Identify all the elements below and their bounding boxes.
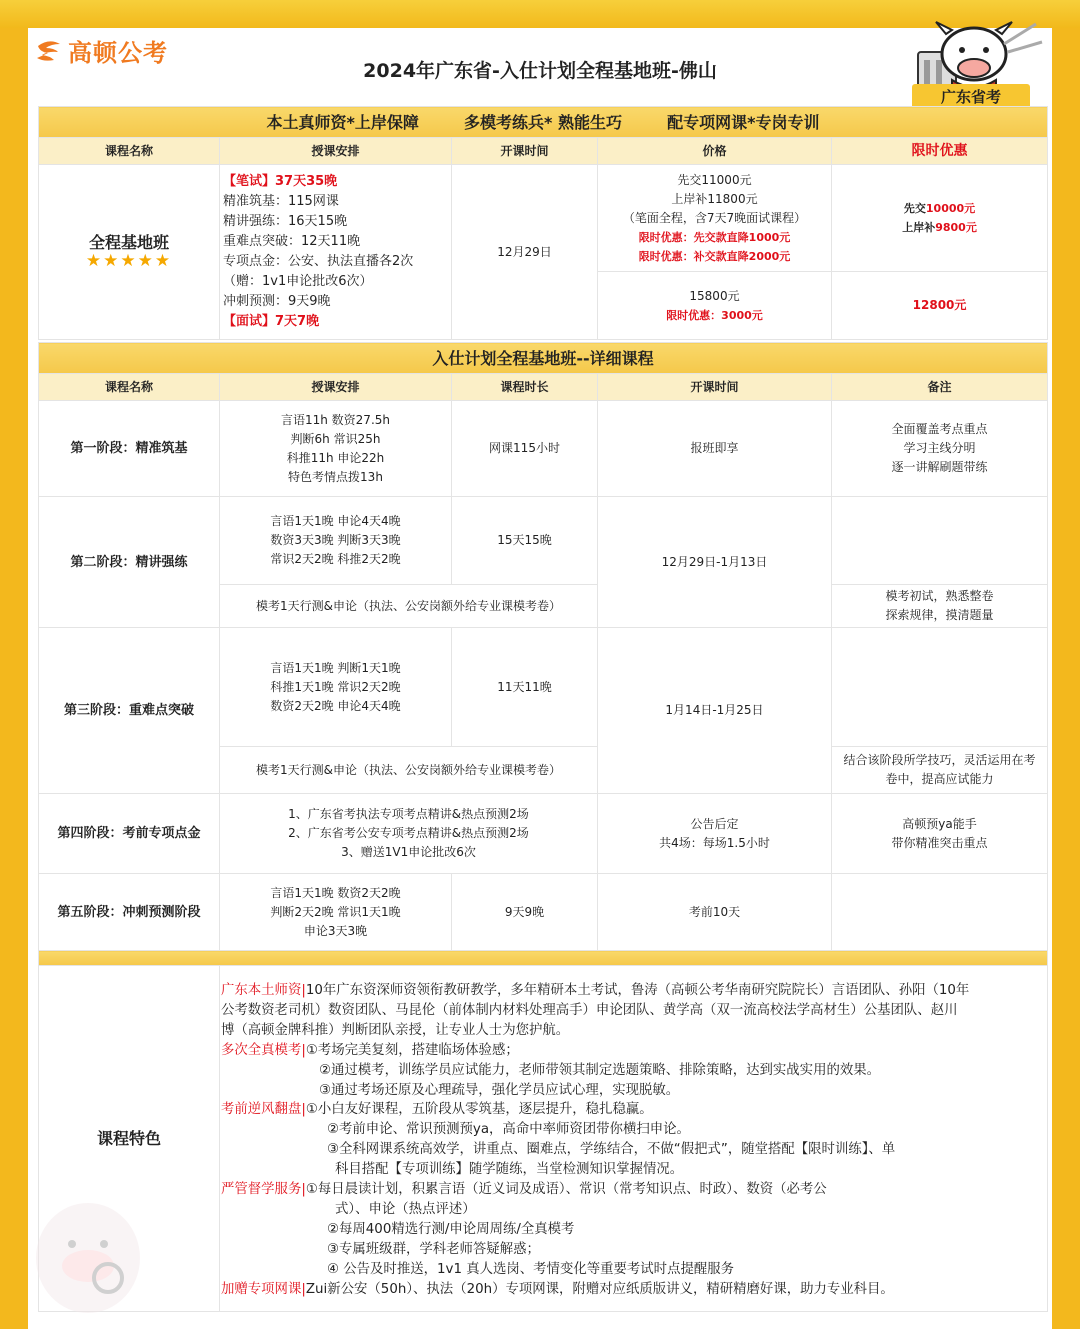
header-price: 价格 bbox=[598, 138, 832, 165]
stage-schedule bbox=[220, 497, 452, 585]
price-line: 上岸补11800元 bbox=[671, 191, 758, 206]
feature-line: 科目搭配【专项训练】随学随练，当堂检测知识掌握情况。 bbox=[335, 1162, 684, 1178]
schedule-line: 3、赠送1V1申论批改6次 bbox=[341, 845, 476, 859]
schedule-line: 言语1天1晚 判断1天1晚 bbox=[270, 660, 401, 675]
start-date: 12月29日 bbox=[452, 165, 598, 340]
discount-value: 9800元 bbox=[935, 221, 977, 235]
discount-label: 上岸补 bbox=[902, 221, 936, 235]
features-text bbox=[221, 981, 1043, 1300]
stage-row bbox=[39, 497, 1048, 585]
schedule-line: 特色考情点拨13h bbox=[288, 469, 383, 484]
price-option-1 bbox=[598, 165, 832, 272]
feature-line: ①小白友好课程，五阶段从零筑基，逐层提升，稳扎稳赢。 bbox=[305, 1102, 653, 1118]
stage-name: 第四阶段：考前专项点金 bbox=[39, 794, 220, 874]
schedule-line: 判断6h 常识25h bbox=[290, 431, 381, 446]
schedule-line: 申论3天3晚 bbox=[303, 923, 368, 938]
stage-notes-empty bbox=[832, 874, 1048, 951]
note-line: 探索规律，摸清题量 bbox=[885, 608, 994, 622]
features-label: 课程特色 bbox=[39, 966, 220, 1312]
schedule-line: 2、广东省考公安专项考点精讲&热点预测2场 bbox=[288, 826, 529, 840]
feature-line: ④ 公告及时推送，1v1 真人选岗、考情变化等重要考试时点提醒服务 bbox=[327, 1261, 735, 1277]
price-promo: 限时优惠：3000元 bbox=[666, 308, 763, 322]
feature-line: ②每周400精选行测/申论周周练/全真模考 bbox=[327, 1221, 575, 1237]
header-schedule: 授课安排 bbox=[220, 374, 452, 401]
stage-name: 第一阶段：精准筑基 bbox=[39, 401, 220, 497]
stage-start bbox=[598, 794, 832, 874]
schedule-line: 精准筑基：115网课 bbox=[223, 194, 339, 209]
note-line: 模考初试，熟悉整卷 bbox=[885, 589, 994, 603]
header-notes: 备注 bbox=[832, 374, 1048, 401]
stage-name: 第五阶段：冲刺预测阶段 bbox=[39, 874, 220, 951]
slogan-1: 本土真师资*上岸保障 bbox=[266, 112, 419, 132]
note-line: 卷中，提高应试能力 bbox=[885, 772, 994, 786]
header-schedule: 授课安排 bbox=[220, 138, 452, 165]
stage-mock: 模考1天行测&申论（执法、公安岗额外给专业课模考卷） bbox=[220, 747, 598, 794]
price-line: 先交11000元 bbox=[677, 172, 752, 187]
price-promo: 限时优惠：补交款直降2000元 bbox=[638, 249, 791, 263]
header-discount: 限时优惠 bbox=[832, 138, 1048, 165]
stage-row bbox=[39, 874, 1048, 951]
mascot-watermark-icon bbox=[28, 1188, 148, 1323]
stage-row bbox=[39, 628, 1048, 747]
schedule-line: （赠：1v1申论批改6次） bbox=[223, 274, 373, 289]
discount-value: 10000元 bbox=[925, 202, 976, 216]
schedule-line: 【面试】7天7晚 bbox=[223, 314, 320, 329]
schedule-line: 言语1天1晚 数资2天2晚 bbox=[270, 885, 401, 900]
schedule-line: 科推11h 申论22h bbox=[286, 450, 385, 465]
feature-line: ②考前申论、常识预测预ya，高命中率师资团带你横扫申论。 bbox=[327, 1122, 690, 1138]
header-duration: 课程时长 bbox=[452, 374, 598, 401]
feature-line: ②通过模考，训练学员应试能力，老师带领其制定选题策略、排除策略，达到实战实用的效果。 bbox=[319, 1062, 881, 1078]
header-course-name: 课程名称 bbox=[39, 138, 220, 165]
stage-schedule bbox=[220, 794, 598, 874]
schedule-line: 言语11h 数资27.5h bbox=[280, 412, 390, 427]
slogan-2: 多模考练兵* 熟能生巧 bbox=[464, 112, 622, 132]
star-rating-icon: ★★★★★ bbox=[85, 251, 173, 271]
province-badge: 广东省考 bbox=[912, 84, 1030, 110]
price-promo: 限时优惠：先交款直降1000元 bbox=[638, 230, 791, 244]
schedule-line: 科推1天1晚 常识2天2晚 bbox=[270, 679, 401, 694]
feature-tag: 加赠专项网课| bbox=[221, 1281, 306, 1297]
feature-line: ③专属班级群，学科老师答疑解惑； bbox=[327, 1241, 540, 1257]
start-line: 共4场：每场1.5小时 bbox=[659, 835, 770, 850]
schedule-line: 冲刺预测：9天9晚 bbox=[223, 294, 331, 309]
stage-notes bbox=[832, 585, 1048, 628]
discount-option-2: 12800元 bbox=[832, 272, 1048, 340]
feature-line: ①考场完美复刻，搭建临场体验感； bbox=[305, 1042, 519, 1058]
stage-schedule bbox=[220, 628, 452, 747]
stage-start: 报班即享 bbox=[598, 401, 832, 497]
feature-line: 式）、申论（热点评述） bbox=[335, 1201, 476, 1217]
stage-mock: 模考1天行测&申论（执法、公安岗额外给专业课模考卷） bbox=[220, 585, 598, 628]
summary-header-row bbox=[39, 138, 1048, 165]
schedule-cell bbox=[220, 165, 452, 340]
feature-tag: 多次全真模考| bbox=[221, 1042, 306, 1058]
discount-label: 先交 bbox=[903, 202, 926, 216]
course-name-cell bbox=[39, 165, 220, 340]
price-line: （笔面全程，含7天7晚面试课程） bbox=[622, 210, 807, 225]
stage-name: 第三阶段：重难点突破 bbox=[39, 628, 220, 794]
header-start-date: 开课时间 bbox=[452, 138, 598, 165]
slogan-3: 配专项网课*专岗专训 bbox=[667, 112, 820, 132]
feature-tag: 考前逆风翻盘| bbox=[221, 1102, 306, 1118]
stage-row bbox=[39, 401, 1048, 497]
stage-duration: 网课115小时 bbox=[452, 401, 598, 497]
feature-tag: 严管督学服务| bbox=[221, 1182, 306, 1198]
price-option-2 bbox=[598, 272, 832, 340]
summary-band bbox=[39, 107, 1048, 138]
stage-row bbox=[39, 794, 1048, 874]
summary-table bbox=[38, 106, 1048, 340]
course-name: 全程基地班 bbox=[88, 233, 169, 252]
divider-band bbox=[39, 951, 1048, 966]
stage-start: 12月29日-1月13日 bbox=[598, 497, 832, 628]
page-title: 2024年广东省-入仕计划全程基地班-佛山 bbox=[363, 60, 717, 82]
discount-option-1 bbox=[832, 165, 1048, 272]
schedule-line: 判断2天2晚 常识1天1晚 bbox=[270, 904, 401, 919]
note-line: 结合该阶段所学技巧，灵活运用在考 bbox=[843, 753, 1036, 767]
note-line: 高顿预ya能手 bbox=[902, 816, 977, 831]
schedule-line: 重难点突破：12天11晚 bbox=[223, 234, 361, 249]
stage-start: 考前10天 bbox=[598, 874, 832, 951]
start-line: 公告后定 bbox=[690, 816, 739, 831]
detail-band: 入仕计划全程基地班--详细课程 bbox=[39, 343, 1048, 374]
feature-line: ③通过考场还原及心理疏导，强化学员应试心理，实现脱敏。 bbox=[319, 1082, 680, 1098]
stage-notes bbox=[832, 401, 1048, 497]
stage-duration: 11天11晚 bbox=[452, 628, 598, 747]
stage-notes bbox=[832, 747, 1048, 794]
schedule-line: 数资3天3晚 判断3天3晚 bbox=[270, 533, 401, 547]
summary-row bbox=[39, 165, 1048, 272]
note-line: 学习主线分明 bbox=[903, 441, 976, 455]
note-line: 带你精准突击重点 bbox=[891, 835, 988, 850]
header-start-time: 开课时间 bbox=[598, 374, 832, 401]
note-line: 逐一讲解刷题带练 bbox=[891, 460, 988, 474]
schedule-line: 【笔试】37天35晚 bbox=[223, 174, 338, 189]
stage-schedule bbox=[220, 874, 452, 951]
feature-line: 公考数资老司机）数资团队、马昆伦（前体制内材料处理高手）申论团队、黄学高（双一流高校法学高材生）公基团队、赵川 bbox=[221, 1002, 958, 1018]
schedule-line: 言语1天1晚 申论4天4晚 bbox=[270, 514, 401, 528]
stage-start: 1月14日-1月25日 bbox=[598, 628, 832, 794]
logo-text: 高顿公考 bbox=[68, 39, 168, 67]
header-course-name: 课程名称 bbox=[39, 374, 220, 401]
schedule-line: 精讲强练：16天15晚 bbox=[223, 214, 348, 229]
feature-line: 10年广东资深师资领衔教研教学，多年精研本土考试，鲁涛（高顿公考华南研究院院长）言语团队、孙阳（10年 bbox=[305, 983, 970, 998]
feature-line: Zui新公安（50h）、执法（20h）专项网课，附赠对应纸质版讲义，精研精磨好课，助力专业科目。 bbox=[305, 1281, 894, 1297]
schedule-line: 数资2天2晚 申论4天4晚 bbox=[270, 698, 401, 713]
schedule-line: 1、广东省考执法专项考点精讲&热点预测2场 bbox=[288, 807, 529, 821]
price-line: 15800元 bbox=[689, 288, 740, 303]
detail-header-row bbox=[39, 374, 1048, 401]
feature-tag: 广东本土师资| bbox=[221, 983, 306, 998]
schedule-line: 专项点金：公安、执法直播各2次 bbox=[223, 254, 414, 269]
note-line: 全面覆盖考点重点 bbox=[891, 422, 988, 436]
schedule-line: 常识2天2晚 科推2天2晚 bbox=[270, 552, 401, 566]
stage-schedule bbox=[220, 401, 452, 497]
stage-notes bbox=[832, 794, 1048, 874]
feature-line: ①每日晨读计划，积累言语（近义词及成语）、常识（常考知识点、时政）、数资（必考公 bbox=[305, 1182, 827, 1198]
stage-duration: 9天9晚 bbox=[452, 874, 598, 951]
feature-line: ③全科网课系统高效学，讲重点、圈难点，学练结合，不做“假把式”，随堂搭配【限时训练】、单 bbox=[327, 1142, 896, 1158]
stage-notes-empty bbox=[832, 497, 1048, 585]
stage-duration: 15天15晚 bbox=[452, 497, 598, 585]
feature-line: 博（高顿金牌科推）判断团队亲授，让专业人士为您护航。 bbox=[221, 1022, 570, 1038]
stage-name: 第二阶段：精讲强练 bbox=[39, 497, 220, 628]
stage-notes-empty bbox=[832, 628, 1048, 747]
